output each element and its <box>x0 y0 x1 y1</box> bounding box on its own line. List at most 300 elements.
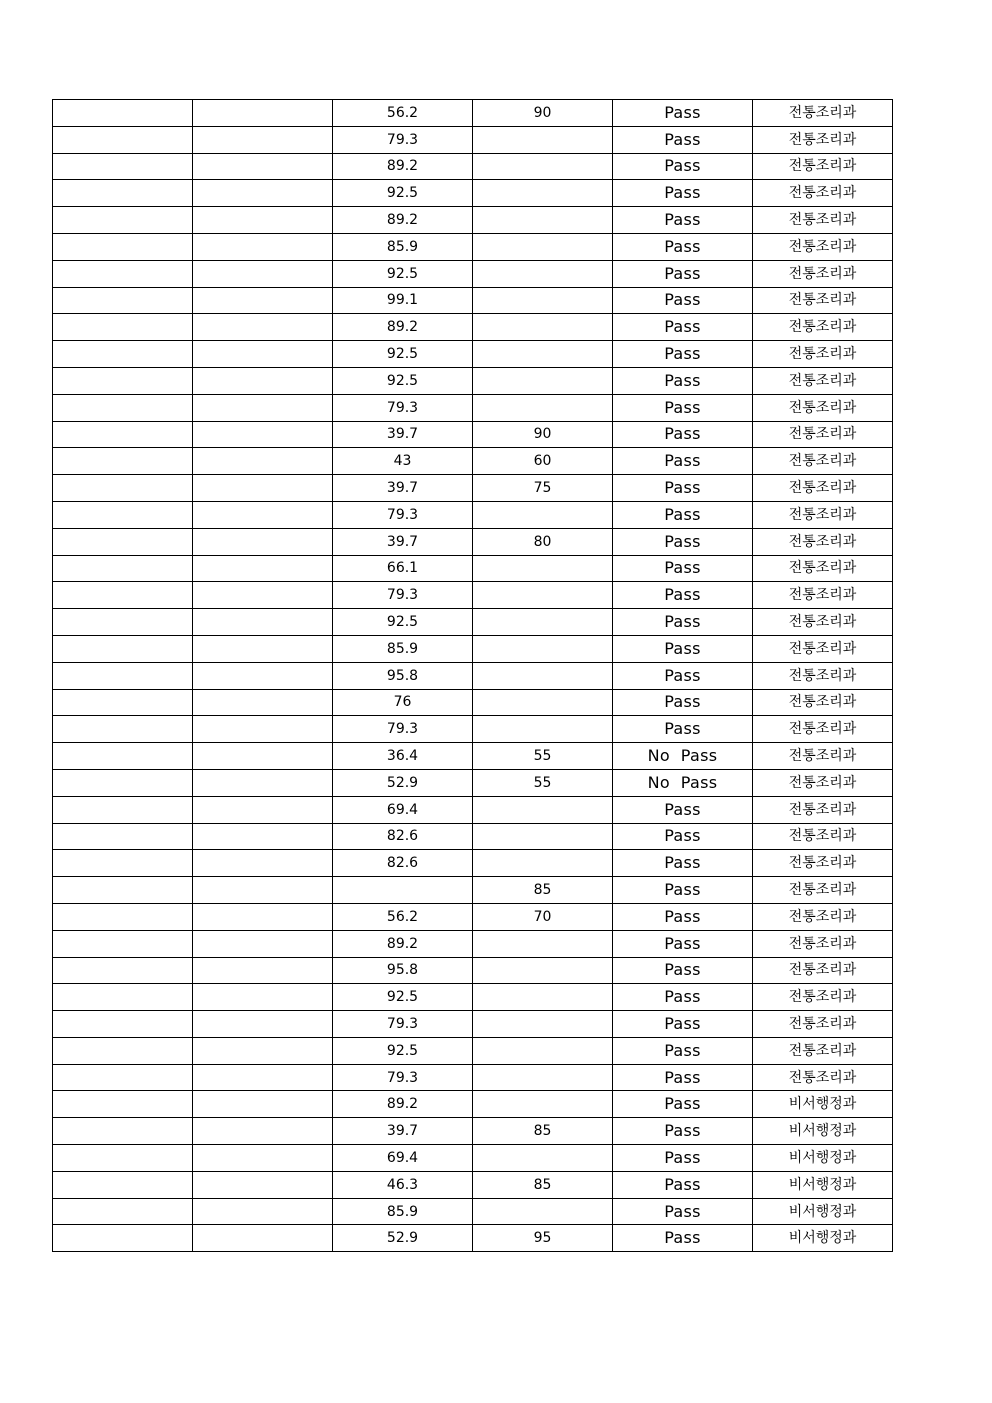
table-row <box>53 877 893 904</box>
cell-score2[interactable] <box>473 1145 613 1172</box>
table-row <box>53 957 893 984</box>
table-row <box>53 448 893 475</box>
cell-dept[interactable]: 비서행정과 <box>753 1118 893 1145</box>
cell-result[interactable]: Pass <box>613 850 753 877</box>
cell-score[interactable]: 92.5 <box>333 367 473 394</box>
cell-score2[interactable] <box>473 796 613 823</box>
cell-dept[interactable]: 전통조리과 <box>753 501 893 528</box>
table-row <box>53 1145 893 1172</box>
cell-score[interactable]: 92.5 <box>333 609 473 636</box>
cell-col1[interactable] <box>53 823 193 850</box>
cell-dept[interactable]: 전통조리과 <box>753 475 893 502</box>
cell-result[interactable]: Pass <box>613 1145 753 1172</box>
table-row <box>53 930 893 957</box>
cell-score[interactable]: 56.2 <box>333 903 473 930</box>
cell-col1[interactable] <box>53 421 193 448</box>
cell-dept[interactable]: 전통조리과 <box>753 367 893 394</box>
cell-score2[interactable]: 75 <box>473 475 613 502</box>
cell-col1[interactable] <box>53 260 193 287</box>
cell-col2[interactable] <box>193 341 333 368</box>
cell-col1[interactable] <box>53 1091 193 1118</box>
cell-score2[interactable] <box>473 394 613 421</box>
table-row <box>53 180 893 207</box>
cell-col1[interactable] <box>53 796 193 823</box>
table-row <box>53 207 893 234</box>
cell-score2[interactable]: 90 <box>473 100 613 127</box>
table-row <box>53 1037 893 1064</box>
cell-col2[interactable] <box>193 528 333 555</box>
cell-col1[interactable] <box>53 903 193 930</box>
cell-result[interactable]: Pass <box>613 930 753 957</box>
cell-dept[interactable]: 전통조리과 <box>753 984 893 1011</box>
cell-dept[interactable]: 전통조리과 <box>753 1011 893 1038</box>
cell-dept[interactable]: 전통조리과 <box>753 207 893 234</box>
cell-col2[interactable] <box>193 1225 333 1252</box>
cell-dept[interactable]: 전통조리과 <box>753 609 893 636</box>
cell-dept[interactable]: 비서행정과 <box>753 1091 893 1118</box>
cell-col2[interactable] <box>193 448 333 475</box>
cell-score[interactable]: 89.2 <box>333 207 473 234</box>
cell-score[interactable]: 82.6 <box>333 850 473 877</box>
table-row <box>53 341 893 368</box>
cell-result[interactable]: Pass <box>613 662 753 689</box>
cell-result[interactable]: Pass <box>613 207 753 234</box>
cell-result[interactable]: Pass <box>613 957 753 984</box>
cell-col1[interactable] <box>53 394 193 421</box>
cell-dept[interactable]: 전통조리과 <box>753 100 893 127</box>
cell-result[interactable]: Pass <box>613 367 753 394</box>
cell-result[interactable]: Pass <box>613 984 753 1011</box>
cell-score2[interactable]: 70 <box>473 903 613 930</box>
cell-score2[interactable] <box>473 984 613 1011</box>
cell-col2[interactable] <box>193 903 333 930</box>
cell-score[interactable]: 89.2 <box>333 930 473 957</box>
cell-result[interactable]: Pass <box>613 903 753 930</box>
cell-dept[interactable]: 전통조리과 <box>753 716 893 743</box>
cell-result[interactable]: Pass <box>613 1171 753 1198</box>
cell-result[interactable]: Pass <box>613 180 753 207</box>
cell-col1[interactable] <box>53 609 193 636</box>
cell-score[interactable]: 52.9 <box>333 1225 473 1252</box>
table-row <box>53 233 893 260</box>
table-row <box>53 367 893 394</box>
cell-col1[interactable] <box>53 930 193 957</box>
cell-dept[interactable]: 비서행정과 <box>753 1225 893 1252</box>
cell-score2[interactable] <box>473 367 613 394</box>
cell-col1[interactable] <box>53 153 193 180</box>
cell-dept[interactable]: 전통조리과 <box>753 287 893 314</box>
cell-col1[interactable] <box>53 689 193 716</box>
cell-dept[interactable]: 전통조리과 <box>753 689 893 716</box>
score-table-body <box>53 100 893 1252</box>
cell-col2[interactable] <box>193 582 333 609</box>
cell-col2[interactable] <box>193 1064 333 1091</box>
cell-col1[interactable] <box>53 287 193 314</box>
cell-score2[interactable] <box>473 609 613 636</box>
cell-col1[interactable] <box>53 635 193 662</box>
table-row <box>53 260 893 287</box>
cell-dept[interactable]: 전통조리과 <box>753 314 893 341</box>
cell-score[interactable]: 82.6 <box>333 823 473 850</box>
cell-result[interactable]: Pass <box>613 126 753 153</box>
cell-score[interactable] <box>333 877 473 904</box>
table-row <box>53 823 893 850</box>
cell-col2[interactable] <box>193 823 333 850</box>
cell-dept[interactable]: 전통조리과 <box>753 528 893 555</box>
cell-score2[interactable]: 90 <box>473 421 613 448</box>
cell-score2[interactable] <box>473 314 613 341</box>
table-row <box>53 635 893 662</box>
cell-col2[interactable] <box>193 609 333 636</box>
cell-col1[interactable] <box>53 555 193 582</box>
cell-dept[interactable]: 전통조리과 <box>753 555 893 582</box>
cell-result[interactable]: Pass <box>613 287 753 314</box>
cell-score2[interactable] <box>473 260 613 287</box>
cell-score[interactable]: 69.4 <box>333 1145 473 1172</box>
cell-result[interactable]: Pass <box>613 501 753 528</box>
cell-dept[interactable]: 전통조리과 <box>753 448 893 475</box>
cell-col1[interactable] <box>53 233 193 260</box>
cell-score[interactable]: 52.9 <box>333 769 473 796</box>
cell-result[interactable]: Pass <box>613 635 753 662</box>
cell-col1[interactable] <box>53 850 193 877</box>
cell-result[interactable]: No Pass <box>613 743 753 770</box>
table-row <box>53 287 893 314</box>
cell-score2[interactable] <box>473 287 613 314</box>
cell-score2[interactable] <box>473 1037 613 1064</box>
cell-score2[interactable] <box>473 1198 613 1225</box>
cell-score[interactable]: 95.8 <box>333 957 473 984</box>
cell-result[interactable]: Pass <box>613 796 753 823</box>
cell-result[interactable]: Pass <box>613 555 753 582</box>
cell-col1[interactable] <box>53 180 193 207</box>
table-row <box>53 796 893 823</box>
cell-result[interactable]: Pass <box>613 528 753 555</box>
cell-result[interactable]: Pass <box>613 716 753 743</box>
cell-score2[interactable]: 85 <box>473 1118 613 1145</box>
cell-score2[interactable] <box>473 126 613 153</box>
cell-score2[interactable] <box>473 930 613 957</box>
cell-result[interactable]: Pass <box>613 448 753 475</box>
cell-col2[interactable] <box>193 796 333 823</box>
cell-dept[interactable]: 전통조리과 <box>753 957 893 984</box>
cell-col2[interactable] <box>193 100 333 127</box>
cell-score[interactable]: 89.2 <box>333 1091 473 1118</box>
cell-result[interactable]: Pass <box>613 100 753 127</box>
cell-score2[interactable] <box>473 662 613 689</box>
cell-score[interactable]: 79.3 <box>333 501 473 528</box>
cell-col1[interactable] <box>53 1198 193 1225</box>
cell-dept[interactable]: 전통조리과 <box>753 662 893 689</box>
cell-col2[interactable] <box>193 1198 333 1225</box>
cell-col2[interactable] <box>193 421 333 448</box>
cell-dept[interactable]: 전통조리과 <box>753 769 893 796</box>
table-row <box>53 662 893 689</box>
cell-score2[interactable] <box>473 1064 613 1091</box>
cell-col1[interactable] <box>53 475 193 502</box>
cell-result[interactable]: Pass <box>613 1118 753 1145</box>
cell-col1[interactable] <box>53 126 193 153</box>
cell-col2[interactable] <box>193 877 333 904</box>
cell-dept[interactable]: 전통조리과 <box>753 341 893 368</box>
cell-dept[interactable]: 전통조리과 <box>753 796 893 823</box>
table-row <box>53 903 893 930</box>
cell-dept[interactable]: 비서행정과 <box>753 1198 893 1225</box>
cell-score2[interactable]: 55 <box>473 743 613 770</box>
cell-score2[interactable] <box>473 689 613 716</box>
cell-result[interactable]: No Pass <box>613 769 753 796</box>
cell-score[interactable]: 99.1 <box>333 287 473 314</box>
cell-col1[interactable] <box>53 1171 193 1198</box>
cell-col1[interactable] <box>53 1225 193 1252</box>
cell-score[interactable]: 92.5 <box>333 984 473 1011</box>
cell-col2[interactable] <box>193 475 333 502</box>
cell-col2[interactable] <box>193 1145 333 1172</box>
cell-col2[interactable] <box>193 716 333 743</box>
cell-dept[interactable]: 전통조리과 <box>753 421 893 448</box>
cell-score2[interactable] <box>473 635 613 662</box>
cell-score2[interactable] <box>473 233 613 260</box>
cell-col2[interactable] <box>193 1171 333 1198</box>
cell-col2[interactable] <box>193 287 333 314</box>
table-row <box>53 528 893 555</box>
cell-score[interactable]: 39.7 <box>333 528 473 555</box>
cell-score[interactable]: 92.5 <box>333 180 473 207</box>
cell-col2[interactable] <box>193 957 333 984</box>
cell-score2[interactable] <box>473 180 613 207</box>
cell-score2[interactable] <box>473 1091 613 1118</box>
cell-dept[interactable]: 전통조리과 <box>753 233 893 260</box>
cell-col2[interactable] <box>193 689 333 716</box>
cell-col1[interactable] <box>53 341 193 368</box>
cell-score[interactable]: 79.3 <box>333 394 473 421</box>
cell-score[interactable]: 69.4 <box>333 796 473 823</box>
cell-col1[interactable] <box>53 1064 193 1091</box>
cell-score2[interactable]: 55 <box>473 769 613 796</box>
table-row <box>53 689 893 716</box>
cell-col1[interactable] <box>53 582 193 609</box>
cell-col1[interactable] <box>53 957 193 984</box>
cell-col1[interactable] <box>53 662 193 689</box>
cell-col2[interactable] <box>193 314 333 341</box>
cell-result[interactable]: Pass <box>613 314 753 341</box>
cell-col1[interactable] <box>53 528 193 555</box>
cell-col1[interactable] <box>53 743 193 770</box>
cell-dept[interactable]: 전통조리과 <box>753 850 893 877</box>
score-table <box>52 99 893 1252</box>
table-row <box>53 1198 893 1225</box>
cell-col2[interactable] <box>193 394 333 421</box>
cell-result[interactable]: Pass <box>613 1091 753 1118</box>
cell-result[interactable]: Pass <box>613 153 753 180</box>
cell-col2[interactable] <box>193 930 333 957</box>
cell-dept[interactable]: 비서행정과 <box>753 1145 893 1172</box>
cell-col1[interactable] <box>53 877 193 904</box>
cell-score[interactable]: 39.7 <box>333 475 473 502</box>
cell-col2[interactable] <box>193 367 333 394</box>
cell-col2[interactable] <box>193 555 333 582</box>
cell-col2[interactable] <box>193 180 333 207</box>
cell-col1[interactable] <box>53 984 193 1011</box>
cell-col2[interactable] <box>193 1091 333 1118</box>
cell-score2[interactable] <box>473 823 613 850</box>
cell-col2[interactable] <box>193 1011 333 1038</box>
cell-result[interactable]: Pass <box>613 475 753 502</box>
cell-result[interactable]: Pass <box>613 260 753 287</box>
table-row <box>53 555 893 582</box>
cell-col1[interactable] <box>53 1145 193 1172</box>
table-row <box>53 1171 893 1198</box>
cell-score[interactable]: 39.7 <box>333 1118 473 1145</box>
cell-result[interactable]: Pass <box>613 1064 753 1091</box>
cell-score[interactable]: 85.9 <box>333 233 473 260</box>
cell-dept[interactable]: 전통조리과 <box>753 582 893 609</box>
table-row <box>53 850 893 877</box>
cell-result[interactable]: Pass <box>613 394 753 421</box>
cell-score2[interactable] <box>473 501 613 528</box>
cell-score2[interactable]: 80 <box>473 528 613 555</box>
cell-dept[interactable]: 전통조리과 <box>753 930 893 957</box>
cell-col1[interactable] <box>53 207 193 234</box>
cell-score2[interactable] <box>473 957 613 984</box>
cell-score[interactable]: 79.3 <box>333 126 473 153</box>
cell-score2[interactable]: 85 <box>473 1171 613 1198</box>
cell-dept[interactable]: 전통조리과 <box>753 126 893 153</box>
cell-result[interactable]: Pass <box>613 421 753 448</box>
table-row <box>53 394 893 421</box>
cell-result[interactable]: Pass <box>613 341 753 368</box>
table-row <box>53 501 893 528</box>
cell-score[interactable]: 43 <box>333 448 473 475</box>
cell-dept[interactable]: 전통조리과 <box>753 743 893 770</box>
cell-col2[interactable] <box>193 233 333 260</box>
cell-score2[interactable]: 85 <box>473 877 613 904</box>
table-row <box>53 984 893 1011</box>
cell-score[interactable]: 95.8 <box>333 662 473 689</box>
cell-score2[interactable] <box>473 555 613 582</box>
table-row <box>53 1064 893 1091</box>
cell-dept[interactable]: 전통조리과 <box>753 877 893 904</box>
table-row <box>53 1118 893 1145</box>
cell-score[interactable]: 85.9 <box>333 635 473 662</box>
table-row <box>53 475 893 502</box>
table-row <box>53 314 893 341</box>
cell-score[interactable]: 89.2 <box>333 314 473 341</box>
cell-dept[interactable]: 전통조리과 <box>753 635 893 662</box>
cell-col2[interactable] <box>193 635 333 662</box>
table-row <box>53 153 893 180</box>
table-row <box>53 609 893 636</box>
cell-col1[interactable] <box>53 1011 193 1038</box>
cell-score[interactable]: 79.3 <box>333 582 473 609</box>
cell-col1[interactable] <box>53 1118 193 1145</box>
cell-dept[interactable]: 전통조리과 <box>753 180 893 207</box>
cell-score2[interactable] <box>473 153 613 180</box>
cell-result[interactable]: Pass <box>613 1198 753 1225</box>
cell-col2[interactable] <box>193 153 333 180</box>
cell-score2[interactable]: 60 <box>473 448 613 475</box>
cell-result[interactable]: Pass <box>613 1011 753 1038</box>
cell-score[interactable]: 56.2 <box>333 100 473 127</box>
cell-score2[interactable]: 95 <box>473 1225 613 1252</box>
cell-dept[interactable]: 전통조리과 <box>753 153 893 180</box>
cell-result[interactable]: Pass <box>613 823 753 850</box>
table-row <box>53 1225 893 1252</box>
table-row <box>53 582 893 609</box>
cell-dept[interactable]: 전통조리과 <box>753 1037 893 1064</box>
cell-col2[interactable] <box>193 984 333 1011</box>
cell-col1[interactable] <box>53 448 193 475</box>
cell-col2[interactable] <box>193 126 333 153</box>
cell-score[interactable]: 89.2 <box>333 153 473 180</box>
cell-result[interactable]: Pass <box>613 1225 753 1252</box>
cell-col2[interactable] <box>193 1037 333 1064</box>
cell-col1[interactable] <box>53 716 193 743</box>
table-row <box>53 769 893 796</box>
cell-col2[interactable] <box>193 1118 333 1145</box>
cell-dept[interactable]: 전통조리과 <box>753 260 893 287</box>
cell-score[interactable]: 79.3 <box>333 1064 473 1091</box>
cell-col1[interactable] <box>53 1037 193 1064</box>
cell-col1[interactable] <box>53 501 193 528</box>
cell-result[interactable]: Pass <box>613 582 753 609</box>
cell-score[interactable]: 46.3 <box>333 1171 473 1198</box>
table-row <box>53 126 893 153</box>
cell-col2[interactable] <box>193 207 333 234</box>
cell-score[interactable]: 92.5 <box>333 1037 473 1064</box>
cell-col2[interactable] <box>193 850 333 877</box>
cell-score2[interactable] <box>473 1011 613 1038</box>
cell-score2[interactable] <box>473 582 613 609</box>
cell-col1[interactable] <box>53 367 193 394</box>
table-row <box>53 421 893 448</box>
cell-col2[interactable] <box>193 769 333 796</box>
table-row <box>53 743 893 770</box>
cell-score2[interactable] <box>473 341 613 368</box>
cell-col2[interactable] <box>193 662 333 689</box>
cell-score[interactable]: 79.3 <box>333 1011 473 1038</box>
cell-score[interactable]: 39.7 <box>333 421 473 448</box>
cell-dept[interactable]: 전통조리과 <box>753 903 893 930</box>
cell-result[interactable]: Pass <box>613 233 753 260</box>
cell-score[interactable]: 76 <box>333 689 473 716</box>
cell-score2[interactable] <box>473 207 613 234</box>
cell-dept[interactable]: 전통조리과 <box>753 1064 893 1091</box>
cell-col1[interactable] <box>53 769 193 796</box>
cell-score[interactable]: 92.5 <box>333 260 473 287</box>
cell-dept[interactable]: 전통조리과 <box>753 823 893 850</box>
cell-score[interactable]: 66.1 <box>333 555 473 582</box>
cell-score[interactable]: 79.3 <box>333 716 473 743</box>
table-row <box>53 716 893 743</box>
cell-dept[interactable]: 전통조리과 <box>753 394 893 421</box>
cell-col1[interactable] <box>53 314 193 341</box>
cell-dept[interactable]: 비서행정과 <box>753 1171 893 1198</box>
cell-col2[interactable] <box>193 501 333 528</box>
cell-score[interactable]: 36.4 <box>333 743 473 770</box>
cell-result[interactable]: Pass <box>613 1037 753 1064</box>
cell-col2[interactable] <box>193 260 333 287</box>
cell-score[interactable]: 85.9 <box>333 1198 473 1225</box>
cell-result[interactable]: Pass <box>613 689 753 716</box>
cell-col2[interactable] <box>193 743 333 770</box>
cell-result[interactable]: Pass <box>613 609 753 636</box>
cell-result[interactable]: Pass <box>613 877 753 904</box>
cell-score[interactable]: 92.5 <box>333 341 473 368</box>
cell-score2[interactable] <box>473 850 613 877</box>
cell-col1[interactable] <box>53 100 193 127</box>
cell-score2[interactable] <box>473 716 613 743</box>
